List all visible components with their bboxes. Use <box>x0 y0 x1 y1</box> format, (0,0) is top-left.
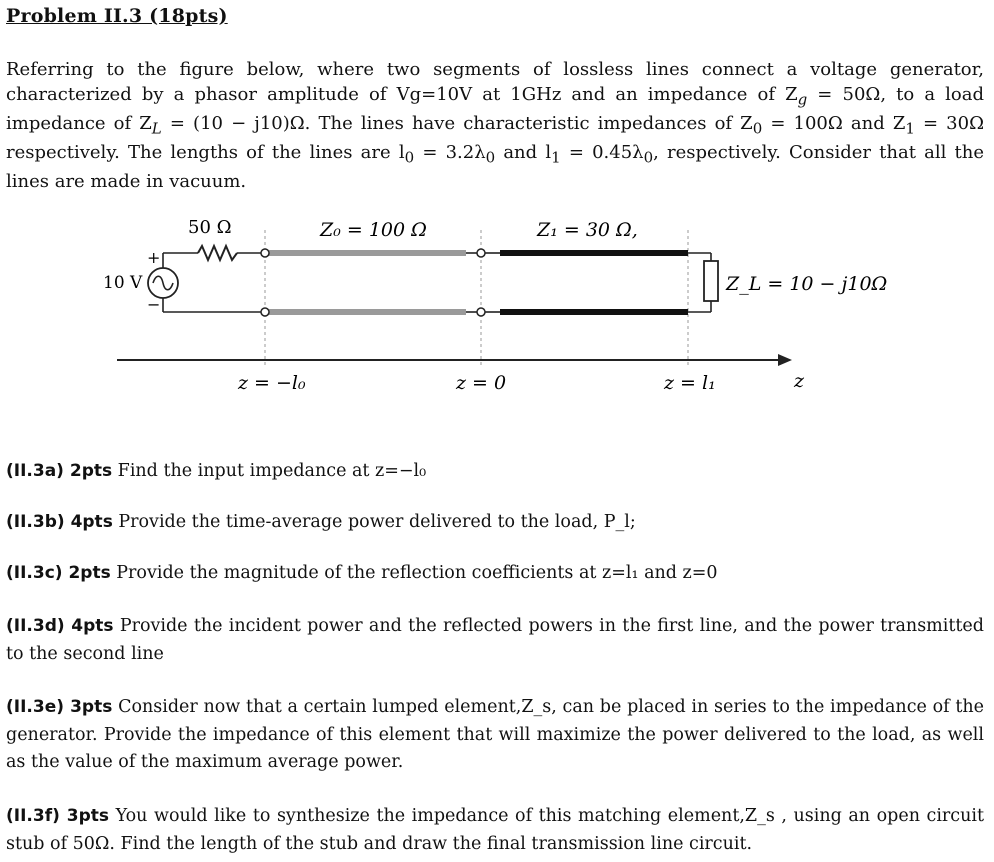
generator-resistor <box>198 246 237 260</box>
question-c: (II.3c) 2pts Provide the magnitude of the reflection coefficients at z=l₁ and z=0 <box>6 563 718 583</box>
minus-sign: − <box>147 295 161 314</box>
problem-statement: Referring to the figure below, where two segments of lossless lines connect a voltage generator, characterized by a phasor amplitude of Vg=10V at 1GHz and an impedance of $Z_g = 50\Omega$, to a load impedance of $Z_L = (10 - j10)\Omega$. The lines have characteristic impedances of $Z_0 = 100\Omega$ and $Z_1 = 30\Omega$ respectively. The lengths of the lines are $l_0 = 3.2\lambda_0$ and $l_1 = 0.45\lambda_0$, respectively. Consider that all the lines are made in vacuum. <box>6 59 985 193</box>
pos-minus-l0: z = −l₀ <box>238 372 306 394</box>
question-a: (II.3a) 2pts Find the input impedance at z=−l₀ <box>6 461 427 481</box>
load-impedance <box>704 261 718 301</box>
load-label: Z_L = 10 − j10Ω <box>726 273 888 295</box>
pos-zero: z = 0 <box>456 372 507 394</box>
question-d: (II.3d) 4pts Provide the incident power and the reflected powers in the first line, and the power transmitted to the second line <box>6 616 984 664</box>
z1-label: Z₁ = 30 Ω, <box>537 219 638 241</box>
problem-title: Problem II.3 (18pts) <box>6 5 228 27</box>
question-b: (II.3b) 4pts Provide the time-average power delivered to the load, P_l; <box>6 512 636 532</box>
question-f: (II.3f) 3pts You would like to synthesize the impedance of this matching element,Z_s , using an open circuit stub of 50Ω. Find the length of the stub and draw the final transmission line circuit. <box>6 806 984 854</box>
rg-label: 50 Ω <box>188 217 232 238</box>
plus-sign: + <box>147 248 161 267</box>
source-label: 10 V <box>103 273 143 293</box>
question-e: (II.3e) 3pts Consider now that a certain lumped element,Z_s, can be placed in series to the impedance of the generator. Provide the impedance of this element that will maximize the power delivered to the load, as well as the value of the maximum average power. <box>6 697 984 772</box>
z-axis-arrow-icon <box>778 354 792 366</box>
z0-label: Z₀ = 100 Ω <box>320 219 427 241</box>
axis-label: z <box>794 370 805 392</box>
pos-l1: z = l₁ <box>664 372 716 394</box>
